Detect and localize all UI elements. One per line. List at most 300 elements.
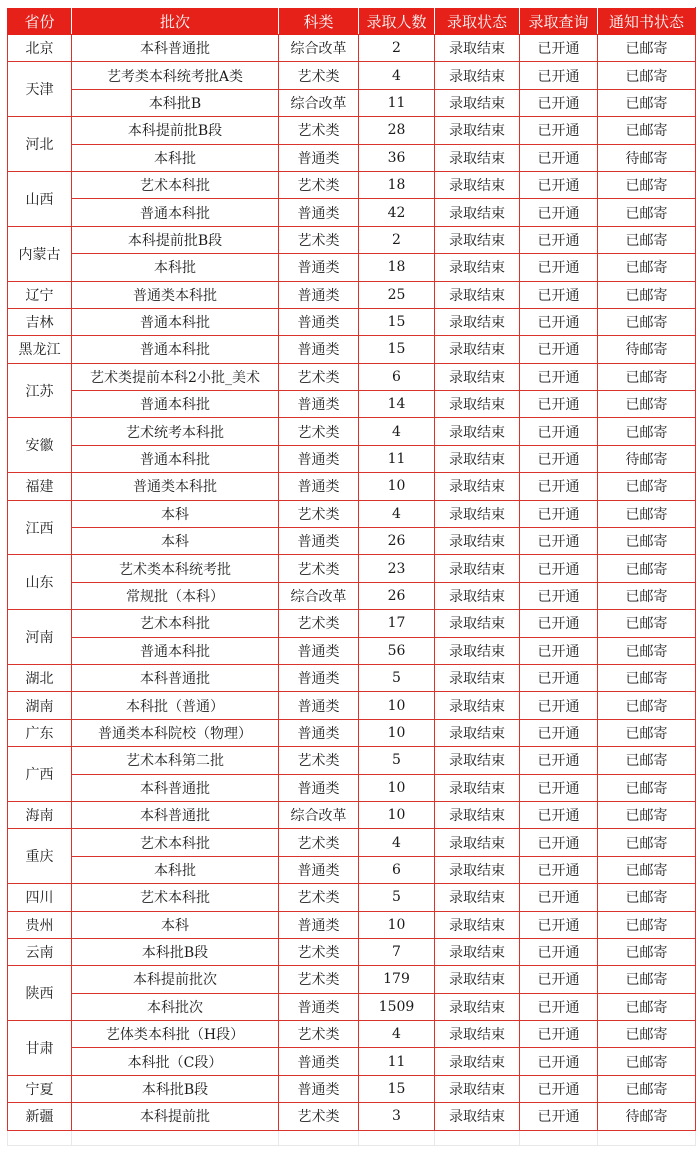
batch-cell: 本科提前批B段 [72,226,279,253]
status-cell: 录取结束 [435,1021,520,1048]
table-row [8,336,696,363]
status-cell: 录取结束 [435,637,520,664]
header-admitted-count: 录取人数 [359,8,435,35]
batch-cell: 本科普通批 [72,664,279,691]
count-cell: 11 [359,89,435,116]
notice-cell: 待邮寄 [598,1103,696,1130]
status-cell: 录取结束 [435,199,520,226]
province-cell: 北京 [8,35,72,62]
status-cell: 录取结束 [435,610,520,637]
notice-cell: 已邮寄 [598,610,696,637]
category-cell: 艺术类 [279,1103,359,1130]
status-cell: 录取结束 [435,281,520,308]
notice-cell: 已邮寄 [598,473,696,500]
count-cell: 1509 [359,993,435,1020]
notice-cell: 已邮寄 [598,884,696,911]
query-cell: 已开通 [520,1021,598,1048]
status-cell: 录取结束 [435,1075,520,1102]
query-cell: 已开通 [520,856,598,883]
status-cell: 录取结束 [435,692,520,719]
status-cell: 录取结束 [435,911,520,938]
query-cell: 已开通 [520,254,598,281]
query-cell: 已开通 [520,719,598,746]
count-cell: 15 [359,308,435,335]
category-cell: 艺术类 [279,966,359,993]
batch-cell: 普通类本科批 [72,281,279,308]
count-cell: 17 [359,610,435,637]
count-cell: 2 [359,226,435,253]
count-cell: 26 [359,582,435,609]
table-row [8,117,696,144]
category-cell: 艺术类 [279,500,359,527]
category-cell: 普通类 [279,1075,359,1102]
count-cell: 6 [359,856,435,883]
count-cell: 10 [359,473,435,500]
count-cell: 15 [359,1075,435,1102]
count-cell: 15 [359,336,435,363]
empty-row [8,1130,696,1145]
query-cell: 已开通 [520,692,598,719]
count-cell: 10 [359,774,435,801]
table-row [8,829,696,856]
status-cell: 录取结束 [435,363,520,390]
count-cell: 26 [359,528,435,555]
notice-cell: 已邮寄 [598,226,696,253]
table-row [8,774,696,801]
category-cell: 艺术类 [279,62,359,89]
notice-cell: 已邮寄 [598,719,696,746]
notice-cell: 已邮寄 [598,938,696,965]
query-cell: 已开通 [520,774,598,801]
count-cell: 4 [359,500,435,527]
count-cell: 11 [359,1048,435,1075]
header-notice-status: 通知书状态 [598,8,696,35]
table-row [8,473,696,500]
query-cell: 已开通 [520,171,598,198]
batch-cell: 普通类本科批 [72,473,279,500]
notice-cell: 已邮寄 [598,993,696,1020]
notice-cell: 待邮寄 [598,445,696,472]
query-cell: 已开通 [520,966,598,993]
table-row [8,1075,696,1102]
empty-cell [520,1130,598,1145]
batch-cell: 普通本科批 [72,308,279,335]
status-cell: 录取结束 [435,582,520,609]
count-cell: 4 [359,418,435,445]
table-row [8,171,696,198]
table-row [8,1021,696,1048]
category-cell: 综合改革 [279,801,359,828]
province-cell: 福建 [8,473,72,500]
category-cell: 艺术类 [279,884,359,911]
empty-cell [72,1130,279,1145]
province-cell: 内蒙古 [8,226,72,281]
category-cell: 艺术类 [279,1021,359,1048]
category-cell: 普通类 [279,528,359,555]
status-cell: 录取结束 [435,445,520,472]
count-cell: 4 [359,829,435,856]
query-cell: 已开通 [520,610,598,637]
status-cell: 录取结束 [435,144,520,171]
query-cell: 已开通 [520,801,598,828]
notice-cell: 已邮寄 [598,391,696,418]
status-cell: 录取结束 [435,555,520,582]
category-cell: 艺术类 [279,555,359,582]
count-cell: 10 [359,801,435,828]
query-cell: 已开通 [520,555,598,582]
table-row [8,801,696,828]
status-cell: 录取结束 [435,801,520,828]
notice-cell: 已邮寄 [598,62,696,89]
status-cell: 录取结束 [435,1103,520,1130]
table-row [8,966,696,993]
table-row [8,582,696,609]
province-cell: 广东 [8,719,72,746]
batch-cell: 本科提前批B段 [72,117,279,144]
status-cell: 录取结束 [435,62,520,89]
count-cell: 36 [359,144,435,171]
status-cell: 录取结束 [435,747,520,774]
query-cell: 已开通 [520,884,598,911]
category-cell: 普通类 [279,719,359,746]
notice-cell: 已邮寄 [598,856,696,883]
query-cell: 已开通 [520,993,598,1020]
table-row [8,391,696,418]
category-cell: 普通类 [279,911,359,938]
query-cell: 已开通 [520,1048,598,1075]
header-admission-status: 录取状态 [435,8,520,35]
count-cell: 18 [359,254,435,281]
status-cell: 录取结束 [435,117,520,144]
notice-cell: 待邮寄 [598,336,696,363]
table-row [8,664,696,691]
query-cell: 已开通 [520,528,598,555]
category-cell: 艺术类 [279,226,359,253]
status-cell: 录取结束 [435,418,520,445]
status-cell: 录取结束 [435,719,520,746]
batch-cell: 普通本科批 [72,199,279,226]
query-cell: 已开通 [520,1075,598,1102]
count-cell: 25 [359,281,435,308]
province-cell: 陕西 [8,966,72,1021]
count-cell: 5 [359,884,435,911]
count-cell: 56 [359,637,435,664]
notice-cell: 已邮寄 [598,418,696,445]
status-cell: 录取结束 [435,829,520,856]
count-cell: 3 [359,1103,435,1130]
table-row [8,254,696,281]
query-cell: 已开通 [520,281,598,308]
count-cell: 14 [359,391,435,418]
batch-cell: 本科批B段 [72,1075,279,1102]
batch-cell: 普通类本科院校（物理） [72,719,279,746]
province-cell: 江西 [8,500,72,555]
notice-cell: 已邮寄 [598,664,696,691]
query-cell: 已开通 [520,911,598,938]
notice-cell: 已邮寄 [598,1075,696,1102]
batch-cell: 本科批B [72,89,279,116]
batch-cell: 本科批（普通） [72,692,279,719]
province-cell: 云南 [8,938,72,965]
province-cell: 新疆 [8,1103,72,1130]
table-row [8,62,696,89]
batch-cell: 本科提前批次 [72,966,279,993]
table-row [8,500,696,527]
province-cell: 湖北 [8,664,72,691]
category-cell: 艺术类 [279,363,359,390]
category-cell: 普通类 [279,308,359,335]
table-row [8,308,696,335]
province-cell: 山东 [8,555,72,610]
table-row [8,281,696,308]
count-cell: 10 [359,692,435,719]
notice-cell: 已邮寄 [598,692,696,719]
notice-cell: 已邮寄 [598,308,696,335]
status-cell: 录取结束 [435,473,520,500]
status-cell: 录取结束 [435,884,520,911]
table-row [8,719,696,746]
batch-cell: 艺术类提前本科2小批_美术 [72,363,279,390]
query-cell: 已开通 [520,199,598,226]
province-cell: 吉林 [8,308,72,335]
table-row [8,747,696,774]
category-cell: 艺术类 [279,829,359,856]
count-cell: 4 [359,1021,435,1048]
count-cell: 7 [359,938,435,965]
table-row [8,418,696,445]
notice-cell: 已邮寄 [598,637,696,664]
province-cell: 海南 [8,801,72,828]
batch-cell: 本科普通批 [72,801,279,828]
batch-cell: 艺术统考本科批 [72,418,279,445]
category-cell: 艺术类 [279,610,359,637]
count-cell: 11 [359,445,435,472]
admission-table [7,7,696,1146]
batch-cell: 本科 [72,500,279,527]
notice-cell: 已邮寄 [598,117,696,144]
batch-cell: 普通本科批 [72,391,279,418]
query-cell: 已开通 [520,226,598,253]
category-cell: 艺术类 [279,418,359,445]
notice-cell: 已邮寄 [598,500,696,527]
table-row [8,35,696,62]
header-row [8,8,696,35]
category-cell: 综合改革 [279,582,359,609]
query-cell: 已开通 [520,35,598,62]
category-cell: 综合改革 [279,35,359,62]
batch-cell: 艺术本科批 [72,884,279,911]
category-cell: 普通类 [279,664,359,691]
empty-cell [8,1130,72,1145]
query-cell: 已开通 [520,1103,598,1130]
table-row [8,363,696,390]
empty-cell [435,1130,520,1145]
notice-cell: 已邮寄 [598,199,696,226]
query-cell: 已开通 [520,89,598,116]
header-category: 科类 [279,8,359,35]
query-cell: 已开通 [520,664,598,691]
query-cell: 已开通 [520,582,598,609]
table-row [8,856,696,883]
province-cell: 贵州 [8,911,72,938]
notice-cell: 已邮寄 [598,1021,696,1048]
batch-cell: 艺术类本科统考批 [72,555,279,582]
count-cell: 28 [359,117,435,144]
category-cell: 综合改革 [279,89,359,116]
query-cell: 已开通 [520,500,598,527]
query-cell: 已开通 [520,829,598,856]
notice-cell: 已邮寄 [598,801,696,828]
status-cell: 录取结束 [435,391,520,418]
notice-cell: 已邮寄 [598,1048,696,1075]
query-cell: 已开通 [520,473,598,500]
table-row [8,226,696,253]
table-row [8,938,696,965]
query-cell: 已开通 [520,637,598,664]
notice-cell: 已邮寄 [598,281,696,308]
count-cell: 10 [359,719,435,746]
table-row [8,199,696,226]
province-cell: 河北 [8,117,72,172]
province-cell: 山西 [8,171,72,226]
notice-cell: 已邮寄 [598,582,696,609]
status-cell: 录取结束 [435,89,520,116]
status-cell: 录取结束 [435,500,520,527]
count-cell: 179 [359,966,435,993]
count-cell: 10 [359,911,435,938]
status-cell: 录取结束 [435,774,520,801]
table-row [8,1048,696,1075]
table-row [8,144,696,171]
province-cell: 黑龙江 [8,336,72,363]
notice-cell: 已邮寄 [598,35,696,62]
status-cell: 录取结束 [435,254,520,281]
empty-cell [359,1130,435,1145]
category-cell: 普通类 [279,391,359,418]
category-cell: 艺术类 [279,171,359,198]
category-cell: 艺术类 [279,938,359,965]
table-row [8,993,696,1020]
batch-cell: 艺考类本科统考批A类 [72,62,279,89]
province-cell: 湖南 [8,692,72,719]
status-cell: 录取结束 [435,1048,520,1075]
category-cell: 普通类 [279,199,359,226]
query-cell: 已开通 [520,144,598,171]
query-cell: 已开通 [520,938,598,965]
table-row [8,911,696,938]
province-cell: 江苏 [8,363,72,418]
status-cell: 录取结束 [435,966,520,993]
batch-cell: 常规批（本科） [72,582,279,609]
category-cell: 普通类 [279,336,359,363]
notice-cell: 已邮寄 [598,528,696,555]
notice-cell: 待邮寄 [598,144,696,171]
notice-cell: 已邮寄 [598,829,696,856]
count-cell: 23 [359,555,435,582]
category-cell: 普通类 [279,473,359,500]
empty-cell [279,1130,359,1145]
province-cell: 河南 [8,610,72,665]
province-cell: 重庆 [8,829,72,884]
province-cell: 天津 [8,62,72,117]
batch-cell: 本科批B段 [72,938,279,965]
province-cell: 四川 [8,884,72,911]
count-cell: 5 [359,664,435,691]
count-cell: 2 [359,35,435,62]
status-cell: 录取结束 [435,308,520,335]
category-cell: 艺术类 [279,117,359,144]
batch-cell: 本科批 [72,856,279,883]
province-cell: 广西 [8,747,72,802]
query-cell: 已开通 [520,363,598,390]
table-row [8,555,696,582]
batch-cell: 本科批次 [72,993,279,1020]
header-batch: 批次 [72,8,279,35]
table-row [8,692,696,719]
table-row [8,528,696,555]
status-cell: 录取结束 [435,336,520,363]
notice-cell: 已邮寄 [598,363,696,390]
status-cell: 录取结束 [435,226,520,253]
status-cell: 录取结束 [435,993,520,1020]
notice-cell: 已邮寄 [598,911,696,938]
table-row [8,1103,696,1130]
province-cell: 宁夏 [8,1075,72,1102]
status-cell: 录取结束 [435,856,520,883]
header-admission-query: 录取查询 [520,8,598,35]
province-cell: 辽宁 [8,281,72,308]
query-cell: 已开通 [520,308,598,335]
batch-cell: 普通本科批 [72,336,279,363]
header-province: 省份 [8,8,72,35]
category-cell: 普通类 [279,692,359,719]
status-cell: 录取结束 [435,171,520,198]
batch-cell: 本科普通批 [72,35,279,62]
table-row [8,89,696,116]
category-cell: 普通类 [279,144,359,171]
notice-cell: 已邮寄 [598,555,696,582]
batch-cell: 本科批 [72,144,279,171]
batch-cell: 本科批（C段） [72,1048,279,1075]
query-cell: 已开通 [520,391,598,418]
batch-cell: 普通本科批 [72,445,279,472]
batch-cell: 艺术本科批 [72,171,279,198]
status-cell: 录取结束 [435,528,520,555]
table-body [8,35,696,1146]
province-cell: 甘肃 [8,1021,72,1076]
notice-cell: 已邮寄 [598,171,696,198]
category-cell: 普通类 [279,856,359,883]
batch-cell: 艺术本科批 [72,610,279,637]
category-cell: 普通类 [279,1048,359,1075]
query-cell: 已开通 [520,445,598,472]
notice-cell: 已邮寄 [598,774,696,801]
count-cell: 42 [359,199,435,226]
notice-cell: 已邮寄 [598,89,696,116]
query-cell: 已开通 [520,336,598,363]
table-row [8,637,696,664]
empty-cell [598,1130,696,1145]
batch-cell: 本科提前批 [72,1103,279,1130]
count-cell: 4 [359,62,435,89]
count-cell: 5 [359,747,435,774]
notice-cell: 已邮寄 [598,254,696,281]
batch-cell: 本科批 [72,254,279,281]
batch-cell: 本科普通批 [72,774,279,801]
status-cell: 录取结束 [435,938,520,965]
query-cell: 已开通 [520,62,598,89]
query-cell: 已开通 [520,747,598,774]
